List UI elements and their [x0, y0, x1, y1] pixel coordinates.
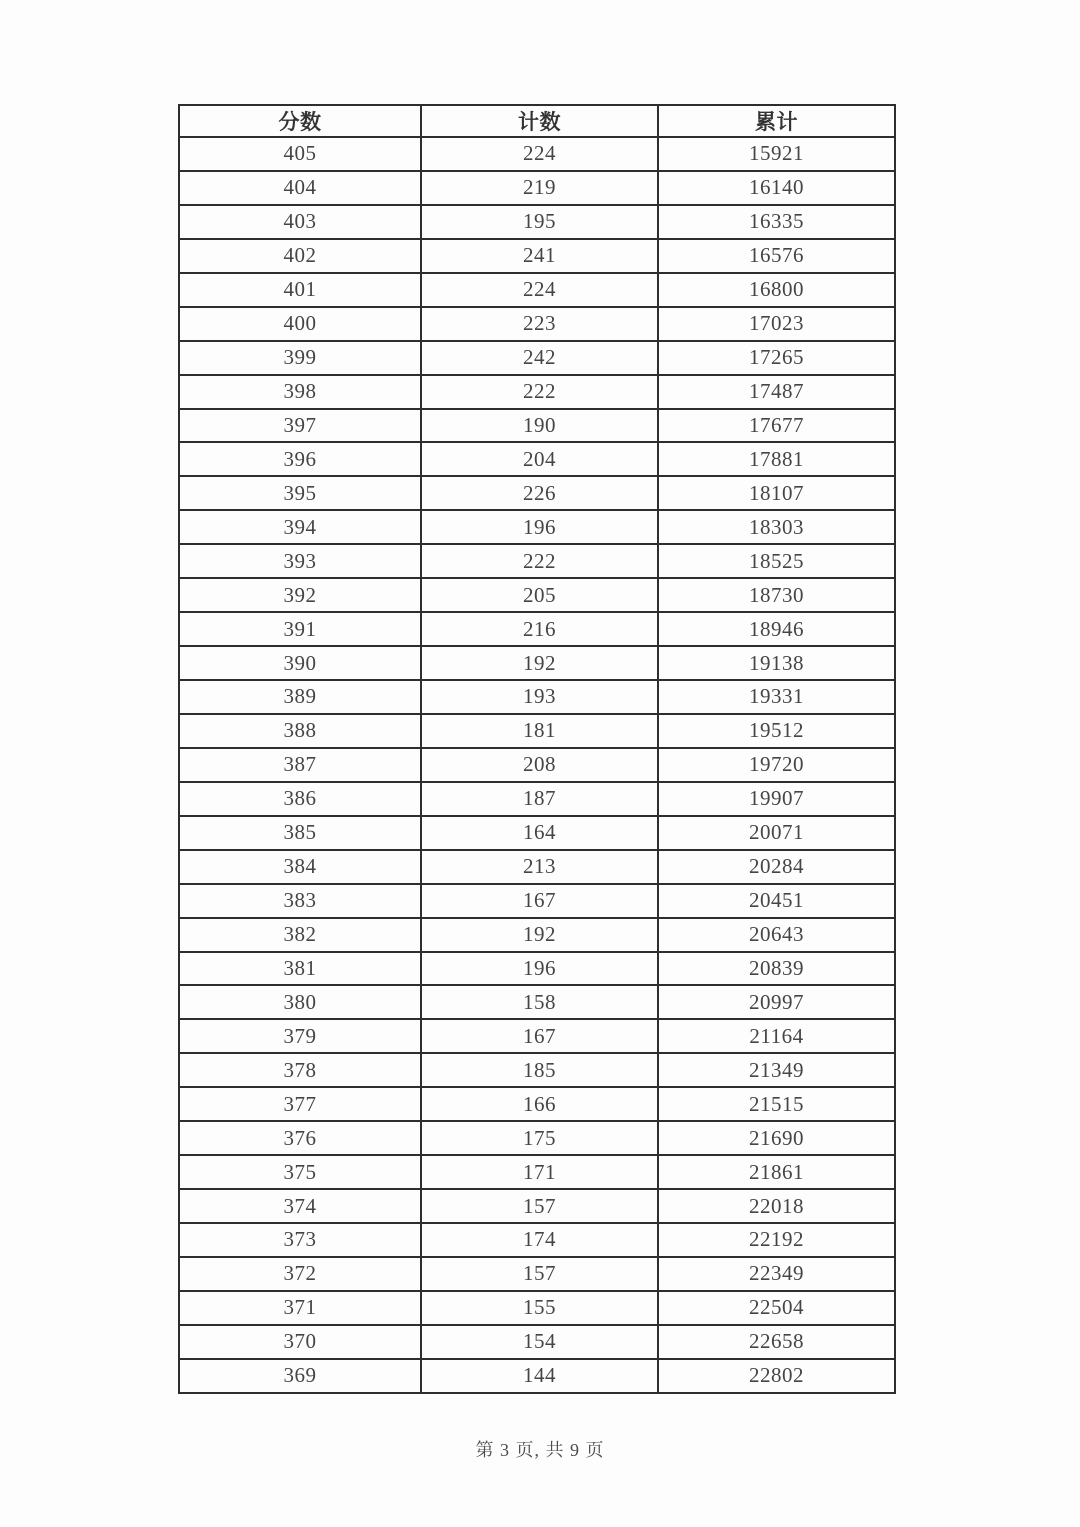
score-cell: 392 [179, 578, 421, 612]
table-row [179, 850, 895, 884]
score-cell: 373 [179, 1223, 421, 1257]
cumulative-cell: 17265 [658, 341, 895, 375]
table-row [179, 137, 895, 171]
score-cell: 382 [179, 918, 421, 952]
cumulative-cell: 22192 [658, 1223, 895, 1257]
table-row [179, 1155, 895, 1189]
count-cell: 226 [421, 476, 658, 510]
count-cell: 222 [421, 544, 658, 578]
table-row [179, 884, 895, 918]
score-cell: 388 [179, 714, 421, 748]
score-cell: 397 [179, 409, 421, 443]
score-cell: 391 [179, 612, 421, 646]
cumulative-cell: 19907 [658, 782, 895, 816]
table-row [179, 1223, 895, 1257]
cumulative-cell: 16335 [658, 205, 895, 239]
table-row [179, 646, 895, 680]
table-row [179, 918, 895, 952]
count-cell: 204 [421, 442, 658, 476]
score-cell: 370 [179, 1325, 421, 1359]
count-cell: 164 [421, 816, 658, 850]
table-row [179, 1019, 895, 1053]
table-header-row [179, 105, 895, 137]
score-cell: 400 [179, 307, 421, 341]
cumulative-cell: 18946 [658, 612, 895, 646]
score-cell: 398 [179, 375, 421, 409]
cumulative-cell: 18303 [658, 510, 895, 544]
count-cell: 216 [421, 612, 658, 646]
score-cell: 378 [179, 1053, 421, 1087]
score-cell: 376 [179, 1121, 421, 1155]
table-row [179, 375, 895, 409]
table-row [179, 748, 895, 782]
table-row [179, 239, 895, 273]
cumulative-cell: 19138 [658, 646, 895, 680]
cumulative-cell: 20997 [658, 985, 895, 1019]
count-cell: 155 [421, 1291, 658, 1325]
table-row [179, 612, 895, 646]
score-cell: 385 [179, 816, 421, 850]
score-distribution-table [178, 104, 896, 1394]
cumulative-cell: 18730 [658, 578, 895, 612]
count-cell: 158 [421, 985, 658, 1019]
table-row [179, 1189, 895, 1223]
count-cell: 154 [421, 1325, 658, 1359]
cumulative-cell: 22349 [658, 1257, 895, 1291]
cumulative-cell: 20284 [658, 850, 895, 884]
table-row [179, 544, 895, 578]
count-cell: 190 [421, 409, 658, 443]
cumulative-cell: 17487 [658, 375, 895, 409]
score-cell: 384 [179, 850, 421, 884]
score-cell: 383 [179, 884, 421, 918]
score-cell: 403 [179, 205, 421, 239]
score-cell: 394 [179, 510, 421, 544]
table-row [179, 1053, 895, 1087]
cumulative-cell: 17023 [658, 307, 895, 341]
table-row [179, 985, 895, 1019]
count-cell: 223 [421, 307, 658, 341]
table-row [179, 782, 895, 816]
table-row [179, 680, 895, 714]
count-cell: 166 [421, 1087, 658, 1121]
score-cell: 395 [179, 476, 421, 510]
cumulative-cell: 18525 [658, 544, 895, 578]
score-cell: 374 [179, 1189, 421, 1223]
count-cell: 171 [421, 1155, 658, 1189]
cumulative-cell: 15921 [658, 137, 895, 171]
cumulative-cell: 21164 [658, 1019, 895, 1053]
table-row [179, 409, 895, 443]
score-cell: 387 [179, 748, 421, 782]
cumulative-cell: 21690 [658, 1121, 895, 1155]
cumulative-cell: 22658 [658, 1325, 895, 1359]
table-row [179, 1359, 895, 1393]
cumulative-cell: 20643 [658, 918, 895, 952]
score-cell: 401 [179, 273, 421, 307]
cumulative-cell: 17677 [658, 409, 895, 443]
table-row [179, 1087, 895, 1121]
score-cell: 375 [179, 1155, 421, 1189]
table-row [179, 171, 895, 205]
score-cell: 372 [179, 1257, 421, 1291]
header-score: 分数 [179, 105, 421, 137]
count-cell: 224 [421, 273, 658, 307]
cumulative-cell: 16140 [658, 171, 895, 205]
table-row [179, 1121, 895, 1155]
score-cell: 390 [179, 646, 421, 680]
count-cell: 219 [421, 171, 658, 205]
count-cell: 167 [421, 884, 658, 918]
score-cell: 393 [179, 544, 421, 578]
table-row [179, 307, 895, 341]
cumulative-cell: 21349 [658, 1053, 895, 1087]
cumulative-cell: 20839 [658, 952, 895, 986]
count-cell: 195 [421, 205, 658, 239]
score-cell: 402 [179, 239, 421, 273]
count-cell: 192 [421, 646, 658, 680]
count-cell: 181 [421, 714, 658, 748]
count-cell: 222 [421, 375, 658, 409]
table-row [179, 816, 895, 850]
count-cell: 192 [421, 918, 658, 952]
count-cell: 224 [421, 137, 658, 171]
count-cell: 174 [421, 1223, 658, 1257]
count-cell: 167 [421, 1019, 658, 1053]
cumulative-cell: 19512 [658, 714, 895, 748]
cumulative-cell: 22018 [658, 1189, 895, 1223]
score-cell: 381 [179, 952, 421, 986]
table-row [179, 510, 895, 544]
table-row [179, 341, 895, 375]
cumulative-cell: 16800 [658, 273, 895, 307]
score-cell: 371 [179, 1291, 421, 1325]
score-cell: 405 [179, 137, 421, 171]
count-cell: 187 [421, 782, 658, 816]
cumulative-cell: 19331 [658, 680, 895, 714]
table-row [179, 714, 895, 748]
count-cell: 241 [421, 239, 658, 273]
count-cell: 208 [421, 748, 658, 782]
table-row [179, 578, 895, 612]
cumulative-cell: 22802 [658, 1359, 895, 1393]
table-row [179, 952, 895, 986]
count-cell: 213 [421, 850, 658, 884]
table-row [179, 476, 895, 510]
score-cell: 369 [179, 1359, 421, 1393]
cumulative-cell: 16576 [658, 239, 895, 273]
score-cell: 396 [179, 442, 421, 476]
table-row [179, 205, 895, 239]
count-cell: 185 [421, 1053, 658, 1087]
score-cell: 379 [179, 1019, 421, 1053]
cumulative-cell: 20451 [658, 884, 895, 918]
cumulative-cell: 18107 [658, 476, 895, 510]
cumulative-cell: 21861 [658, 1155, 895, 1189]
cumulative-cell: 22504 [658, 1291, 895, 1325]
cumulative-cell: 20071 [658, 816, 895, 850]
cumulative-cell: 19720 [658, 748, 895, 782]
score-cell: 389 [179, 680, 421, 714]
score-cell: 399 [179, 341, 421, 375]
count-cell: 196 [421, 510, 658, 544]
count-cell: 157 [421, 1189, 658, 1223]
count-cell: 193 [421, 680, 658, 714]
count-cell: 157 [421, 1257, 658, 1291]
table-row [179, 442, 895, 476]
count-cell: 144 [421, 1359, 658, 1393]
count-cell: 205 [421, 578, 658, 612]
table-row [179, 1325, 895, 1359]
score-cell: 380 [179, 985, 421, 1019]
table-row [179, 273, 895, 307]
table-row [179, 1257, 895, 1291]
cumulative-cell: 17881 [658, 442, 895, 476]
count-cell: 175 [421, 1121, 658, 1155]
count-cell: 242 [421, 341, 658, 375]
page-number-footer: 第 3 页, 共 9 页 [475, 1440, 605, 1460]
header-count: 计数 [421, 105, 658, 137]
score-cell: 377 [179, 1087, 421, 1121]
score-cell: 404 [179, 171, 421, 205]
cumulative-cell: 21515 [658, 1087, 895, 1121]
table-row [179, 1291, 895, 1325]
count-cell: 196 [421, 952, 658, 986]
header-cumulative: 累计 [658, 105, 895, 137]
score-cell: 386 [179, 782, 421, 816]
